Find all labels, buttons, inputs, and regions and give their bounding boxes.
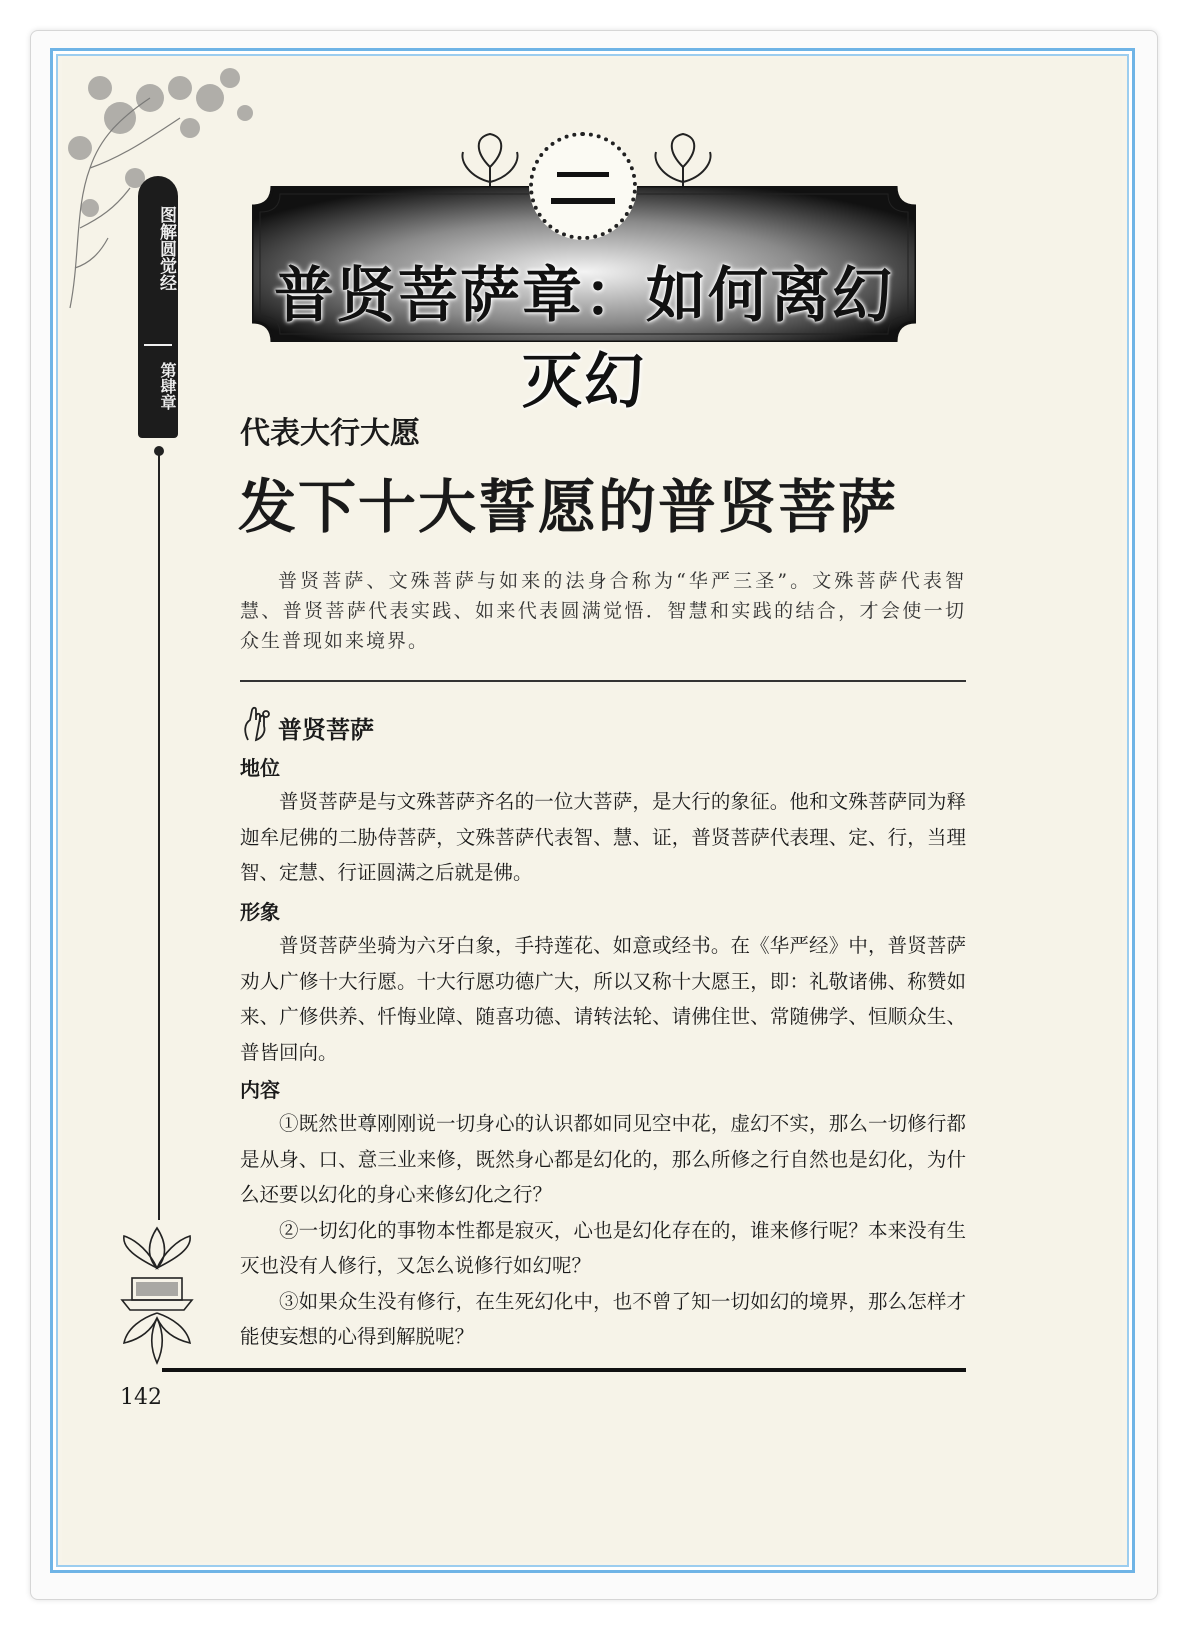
content-block-status (240, 752, 966, 891)
chapter-number-badge (529, 132, 637, 240)
chapter-label-vertical: 第肆章 (158, 362, 177, 410)
block-heading: 内容 (240, 1078, 280, 1102)
hand-mudra-icon (240, 706, 274, 744)
section-subtitle: 代表大行大愿 (240, 416, 420, 451)
block-heading: 地位 (240, 756, 280, 780)
lotus-ornament-icon (112, 1218, 202, 1368)
paragraph: ②一切幻化的事物本性都是寂灭，心也是幻化存在的，谁来修行呢？本来没有生灭也没有人修行，又怎么说修行如幻呢？ (240, 1218, 966, 1277)
content-block-image (240, 896, 966, 1070)
block-heading: 形象 (240, 900, 280, 924)
paragraph: ①既然世尊刚刚说一切身心的认识都如同见空中花，虚幻不实，那么一切修行都是从身、口、意三业来修，既然身心都是幻化的，那么所修之行自然也是幻化，为什么还要以幻化的身心来修幻化之行？ (240, 1112, 966, 1206)
paragraph: 普贤菩萨坐骑为六牙白象，手持莲花、如意或经书。在《华严经》中，普贤菩萨劝人广修十大行愿。十大行愿功德广大，所以又称十大愿王，即：礼敬诸佛、称赞如来、广修供养、忏悔业障、随喜功德、请转法轮、请佛住世、常随佛学、恒顺众生、普皆回向。 (240, 934, 966, 1064)
number-stroke-top (557, 172, 609, 177)
intro-paragraph: 普贤菩萨、文殊菩萨与如来的法身合称为“华严三圣”。文殊菩萨代表智慧、普贤菩萨代表实践、如来代表圆满觉悟．智慧和实践的结合，才会使一切众生普现如来境界。 (240, 570, 966, 652)
chapter-side-tab (138, 176, 178, 438)
paragraph: ③如果众生没有修行，在生死幻化中，也不曾了知一切如幻的境界，那么怎样才能使妄想的心得到解脱呢？ (240, 1289, 966, 1348)
side-tab-divider (144, 344, 172, 346)
page-number: 142 (120, 1385, 162, 1410)
paragraph: 普贤菩萨是与文殊菩萨齐名的一位大菩萨，是大行的象征。他和文殊菩萨同为释迦牟尼佛的二胁侍菩萨，文殊菩萨代表智、慧、证，普贤菩萨代表理、定、行，当理智、定慧、行证圆满之后就是佛。 (240, 790, 966, 884)
side-vertical-line (158, 450, 160, 1220)
footer-divider (162, 1368, 966, 1372)
section-main-title: 发下十大誓愿的普贤菩萨 (238, 473, 899, 541)
chapter-title: 普贤菩萨章：如何离幻灭幻 (274, 261, 894, 417)
number-stroke-bottom (551, 198, 615, 204)
book-title-vertical: 图解圆觉经 (156, 206, 176, 291)
content-block-content (240, 1074, 966, 1355)
section-heading-label: 普贤菩萨 (278, 716, 374, 744)
intro-divider (240, 680, 966, 682)
